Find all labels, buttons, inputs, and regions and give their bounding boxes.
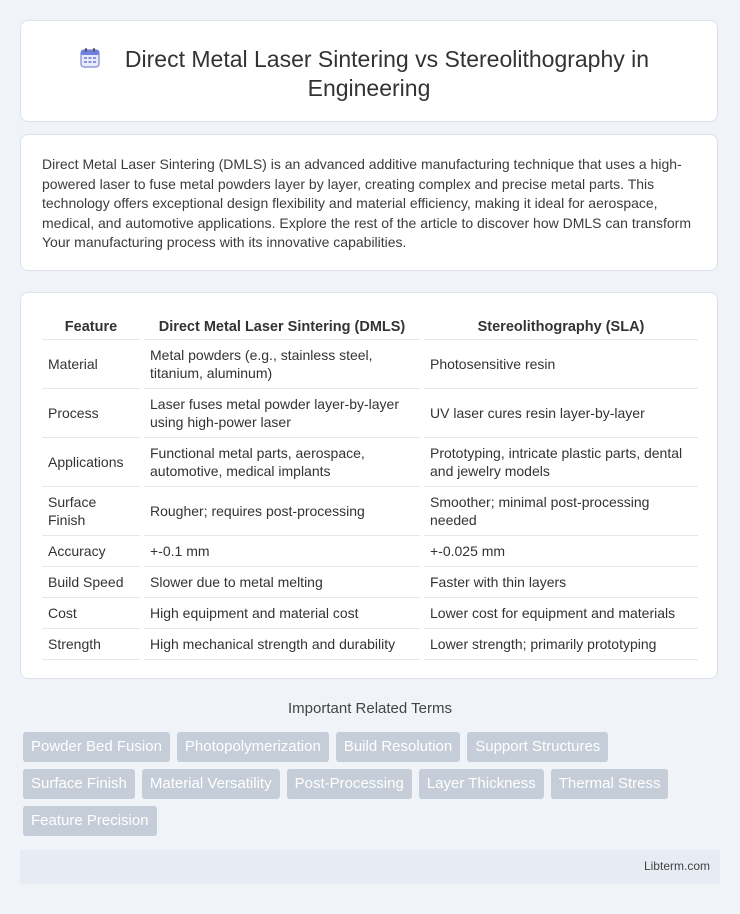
row-feature: Process — [42, 389, 142, 438]
row-feature: Accuracy — [42, 536, 142, 567]
related-term-tag[interactable]: Post-Processing — [287, 769, 412, 799]
related-term-tag[interactable]: Thermal Stress — [551, 769, 669, 799]
related-terms-heading: Important Related Terms — [288, 700, 452, 717]
row-feature: Applications — [42, 438, 142, 487]
row-dmls-value: Slower due to metal melting — [142, 567, 422, 598]
row-feature: Material — [42, 340, 142, 389]
table-row — [42, 536, 698, 567]
table-row — [42, 629, 698, 660]
related-term-tag[interactable]: Support Structures — [467, 732, 608, 762]
header-feature: Feature — [42, 313, 142, 340]
related-term-tag[interactable]: Material Versatility — [142, 769, 280, 799]
header-sla: Stereolithography (SLA) — [422, 313, 698, 340]
related-term-tag[interactable]: Feature Precision — [23, 806, 157, 836]
row-dmls-value: +-0.1 mm — [142, 536, 422, 567]
row-dmls-value: Functional metal parts, aerospace, automotive, medical implants — [142, 438, 422, 487]
row-feature: Build Speed — [42, 567, 142, 598]
related-term-tag[interactable]: Powder Bed Fusion — [23, 732, 170, 762]
comparison-card — [20, 292, 718, 679]
row-sla-value: Photosensitive resin — [422, 340, 698, 389]
table-header-row — [42, 313, 698, 340]
title-card — [20, 20, 718, 122]
footer — [20, 850, 720, 884]
table-row — [42, 389, 698, 438]
page-title-line-1: Direct Metal Laser Sintering vs Stereolithography in — [124, 46, 650, 72]
row-sla-value: Lower cost for equipment and materials — [422, 598, 698, 629]
row-feature: Surface Finish — [42, 487, 142, 536]
row-sla-value: +-0.025 mm — [422, 536, 698, 567]
row-sla-value: Smoother; minimal post-processing needed — [422, 487, 698, 536]
related-terms-list — [23, 732, 713, 836]
page-title — [21, 45, 717, 103]
page-title-line-2: Engineering — [307, 75, 431, 101]
row-sla-value: UV laser cures resin layer-by-layer — [422, 389, 698, 438]
related-term-tag[interactable]: Surface Finish — [23, 769, 135, 799]
row-dmls-value: High mechanical strength and durability — [142, 629, 422, 660]
related-term-tag[interactable]: Layer Thickness — [419, 769, 544, 799]
row-feature: Strength — [42, 629, 142, 660]
related-term-tag[interactable]: Build Resolution — [336, 732, 460, 762]
table-row — [42, 598, 698, 629]
table-row — [42, 340, 698, 389]
intro-card — [20, 134, 718, 271]
table-row — [42, 567, 698, 598]
row-feature: Cost — [42, 598, 142, 629]
intro-paragraph: Direct Metal Laser Sintering (DMLS) is an advanced additive manufacturing technique that uses a high-powered laser to fuse metal powders layer by layer, creating complex and precise metal parts. This technology offers exceptional design flexibility and material efficiency, making it ideal for aerospace, medical, and automotive applications. Explore the rest of the article to discover how DMLS can transform Your manufacturing process with its innovative capabilities. — [42, 156, 691, 250]
table-row — [42, 438, 698, 487]
table-row — [42, 487, 698, 536]
row-dmls-value: High equipment and material cost — [142, 598, 422, 629]
row-dmls-value: Rougher; requires post-processing — [142, 487, 422, 536]
footer-brand-link[interactable]: Libterm.com — [643, 859, 710, 873]
header-dmls: Direct Metal Laser Sintering (DMLS) — [142, 313, 422, 340]
row-dmls-value: Laser fuses metal powder layer-by-layer using high-power laser — [142, 389, 422, 438]
row-sla-value: Faster with thin layers — [422, 567, 698, 598]
row-sla-value: Lower strength; primarily prototyping — [422, 629, 698, 660]
related-term-tag[interactable]: Photopolymerization — [177, 732, 329, 762]
row-sla-value: Prototyping, intricate plastic parts, dental and jewelry models — [422, 438, 698, 487]
row-dmls-value: Metal powders (e.g., stainless steel, titanium, aluminum) — [142, 340, 422, 389]
comparison-table — [42, 313, 698, 660]
